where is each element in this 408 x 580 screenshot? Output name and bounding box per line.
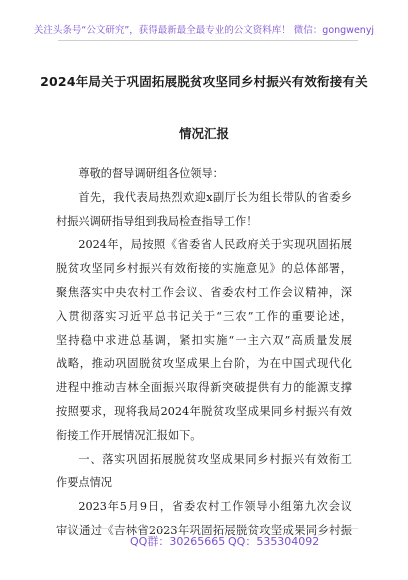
- text-line: 坚持稳中求进总基调，紧扣实施“一主六双”高质量发展: [56, 333, 352, 347]
- text-line: 作要点情况: [56, 476, 112, 490]
- paragraph-overview: [56, 233, 352, 447]
- text-line: 聚焦落实中央农村工作会议、省委农村工作会议精神，深: [56, 285, 352, 299]
- text-line: 脱贫攻坚同乡村振兴有效衔接的实施意见》的总体部署，: [56, 262, 352, 276]
- qq-contact-text: QQ：535304092: [228, 535, 320, 548]
- document-body: [56, 162, 352, 543]
- header-divider: [58, 40, 358, 41]
- section-heading-1: [56, 448, 352, 496]
- text-line: 衔接工作开展情况汇报如下。: [56, 428, 202, 442]
- text-line: 进程中推动吉林全面振兴取得新突破提供有力的能源支撑: [56, 381, 352, 395]
- text-line: 战略，推动巩固脱贫攻坚成果上台阶，为在中国式现代化: [56, 357, 352, 371]
- text-line: 审议通过《吉林省2023年巩固拓展脱贫攻坚成果同乡村振: [56, 523, 352, 537]
- text-line: 村振兴调研指导组到我局检查指导工作！: [56, 214, 258, 228]
- paragraph-welcome: [56, 186, 352, 234]
- header-banner: 关注头条号“公文研究”，获得最新最全最专业的公文资料库！ 微信：gongwenyj: [33, 25, 375, 36]
- document-title: 2024年局关于巩固拓展脱贫攻坚同乡村振兴有效衔接有关: [40, 74, 368, 89]
- qq-group-text: QQ群：30265665: [130, 535, 226, 548]
- text-line: 入贯彻落实习近平总书记关于“三农”工作的重要论述，: [56, 309, 352, 323]
- text-line: 首先，我代表局热烈欢迎x副厅长为组长带队的省委乡: [78, 190, 352, 204]
- text-line: 2024年，局按照《省委省人民政府关于实现巩固拓展: [78, 238, 352, 252]
- document-title-continued: 情况汇报: [178, 126, 229, 141]
- footer-divider: [58, 528, 358, 529]
- salutation: 尊敬的督导调研组各位领导：: [78, 167, 224, 180]
- text-line: 一、落实巩固拓展脱贫攻坚成果同乡村振兴有效衔工: [78, 452, 352, 466]
- text-line: 按照要求，现将我局2024年脱贫攻坚成果同乡村振兴有效: [56, 404, 352, 418]
- text-line: 2023年5月9日，省委农村工作领导小组第九次会议: [78, 500, 352, 514]
